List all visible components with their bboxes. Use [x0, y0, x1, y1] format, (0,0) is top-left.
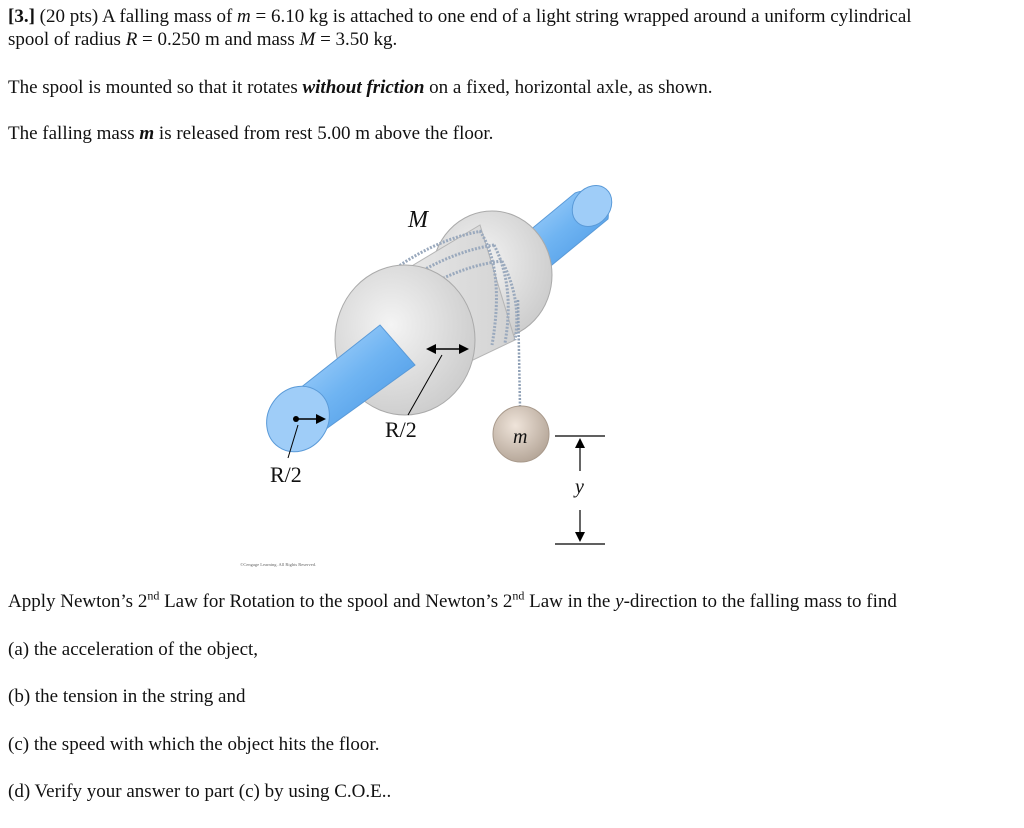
symbol-m: m — [139, 123, 155, 144]
problem-line-2 — [8, 29, 397, 51]
part-c: (c) the speed with which the object hits the floor. — [8, 734, 380, 755]
problem-text: = 6.10 kg is attached to one end of a light string wrapped around a uniform cylindrical — [250, 6, 912, 27]
part-b: (b) the tension in the string and — [8, 686, 246, 707]
instruction-lead — [8, 588, 897, 613]
symbol-m: m — [237, 6, 251, 27]
release-text: is released from rest 5.00 m above the floor. — [154, 123, 494, 144]
problem-text: A falling mass of — [101, 6, 238, 27]
part-a: (a) the acceleration of the object, — [8, 639, 259, 660]
superscript: nd — [147, 588, 160, 603]
superscript: nd — [512, 588, 525, 603]
label-R2-drum: R/2 — [385, 417, 417, 442]
problem-text: = 3.50 kg. — [315, 29, 398, 50]
copyright-credit: ©Cengage Learning. All Rights Reserved. — [240, 562, 317, 567]
symbol-M: M — [299, 29, 316, 50]
spool-figure — [230, 175, 650, 575]
symbol-R: R — [125, 29, 138, 50]
mount-emphasis: without friction — [302, 77, 425, 98]
instruction-text: Law for Rotation to the spool and Newton’s 2 — [159, 591, 513, 612]
label-R2-axle: R/2 — [270, 462, 302, 487]
label-M: M — [408, 207, 428, 233]
part-d: (d) Verify your answer to part (c) by using C.O.E.. — [8, 781, 392, 802]
mount-text: on a fixed, horizontal axle, as shown. — [424, 77, 713, 98]
mount-statement — [8, 77, 713, 99]
instruction-text: -direction to the falling mass to find — [623, 591, 897, 612]
problem-text: spool of radius — [8, 29, 126, 50]
release-statement — [8, 123, 493, 145]
problem-line-1 — [8, 6, 912, 28]
problem-text: = 0.250 m and mass — [137, 29, 300, 50]
instruction-text: Apply Newton’s 2 — [8, 591, 148, 612]
symbol-y: y — [615, 591, 624, 612]
label-m: m — [513, 426, 528, 448]
problem-number: [3.] — [8, 6, 35, 27]
release-text: The falling mass — [8, 123, 140, 144]
label-y: y — [575, 476, 584, 498]
mount-text: The spool is mounted so that it rotates — [8, 77, 303, 98]
instruction-text: Law in the — [524, 591, 616, 612]
problem-points: (20 pts) — [39, 6, 99, 27]
